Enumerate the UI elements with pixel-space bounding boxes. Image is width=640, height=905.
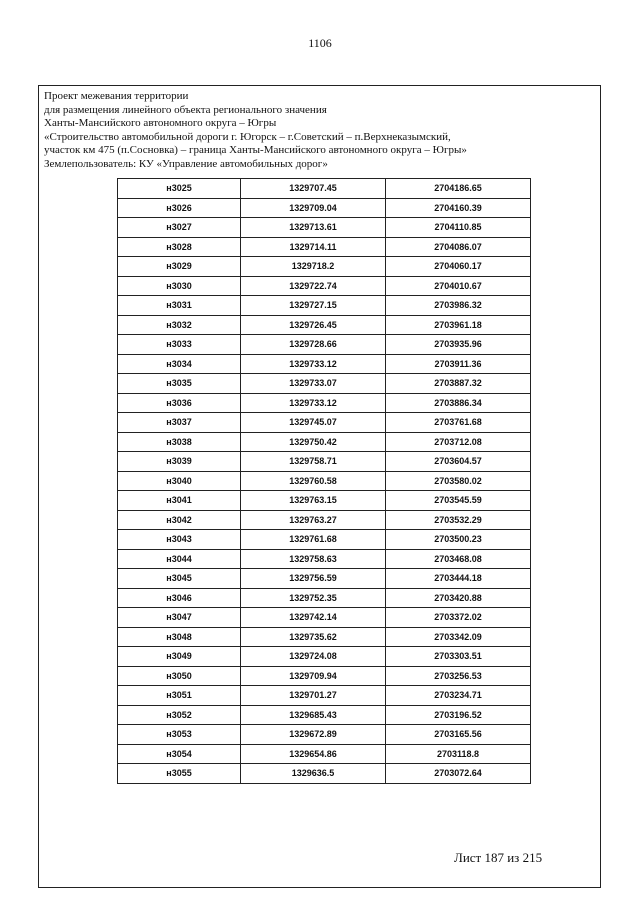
y-coordinate-cell: 2703444.18 (386, 569, 531, 589)
x-coordinate-cell: 1329726.45 (241, 315, 386, 335)
point-id-cell: н3034 (118, 354, 241, 374)
point-id-cell: н3030 (118, 276, 241, 296)
y-coordinate-cell: 2703500.23 (386, 530, 531, 550)
y-coordinate-cell: 2703887.32 (386, 374, 531, 394)
y-coordinate-cell: 2703420.88 (386, 588, 531, 608)
x-coordinate-cell: 1329733.12 (241, 393, 386, 413)
y-coordinate-cell: 2703545.59 (386, 491, 531, 511)
point-id-cell: н3046 (118, 588, 241, 608)
x-coordinate-cell: 1329714.11 (241, 237, 386, 257)
table-row (118, 744, 531, 764)
point-id-cell: н3027 (118, 218, 241, 238)
table-row (118, 764, 531, 784)
x-coordinate-cell: 1329707.45 (241, 179, 386, 199)
header-line: для размещения линейного объекта регионального значения (44, 103, 327, 116)
point-id-cell: н3053 (118, 725, 241, 745)
point-id-cell: н3033 (118, 335, 241, 355)
sheet-counter: Лист 187 из 215 (454, 850, 543, 865)
table-row (118, 569, 531, 589)
y-coordinate-cell: 2703196.52 (386, 705, 531, 725)
x-coordinate-cell: 1329763.15 (241, 491, 386, 511)
table-row (118, 198, 531, 218)
x-coordinate-cell: 1329763.27 (241, 510, 386, 530)
point-id-cell: н3052 (118, 705, 241, 725)
header-line: «Строительство автомобильной дороги г. Югорск – г.Советский – п.Верхнеказымский, (44, 130, 451, 143)
x-coordinate-cell: 1329728.66 (241, 335, 386, 355)
page-number: 1106 (308, 36, 332, 50)
x-coordinate-cell: 1329709.94 (241, 666, 386, 686)
x-coordinate-cell: 1329685.43 (241, 705, 386, 725)
x-coordinate-cell: 1329760.58 (241, 471, 386, 491)
point-id-cell: н3038 (118, 432, 241, 452)
point-id-cell: н3036 (118, 393, 241, 413)
x-coordinate-cell: 1329745.07 (241, 413, 386, 433)
y-coordinate-cell: 2703935.96 (386, 335, 531, 355)
y-coordinate-cell: 2703072.64 (386, 764, 531, 784)
table-row (118, 276, 531, 296)
table-row (118, 452, 531, 472)
y-coordinate-cell: 2703468.08 (386, 549, 531, 569)
y-coordinate-cell: 2703986.32 (386, 296, 531, 316)
y-coordinate-cell: 2704160.39 (386, 198, 531, 218)
y-coordinate-cell: 2704010.67 (386, 276, 531, 296)
table-row (118, 647, 531, 667)
point-id-cell: н3054 (118, 744, 241, 764)
x-coordinate-cell: 1329636.5 (241, 764, 386, 784)
point-id-cell: н3029 (118, 257, 241, 277)
table-row (118, 549, 531, 569)
point-id-cell: н3049 (118, 647, 241, 667)
point-id-cell: н3035 (118, 374, 241, 394)
table-row (118, 335, 531, 355)
x-coordinate-cell: 1329722.74 (241, 276, 386, 296)
x-coordinate-cell: 1329761.68 (241, 530, 386, 550)
table-row (118, 257, 531, 277)
x-coordinate-cell: 1329709.04 (241, 198, 386, 218)
x-coordinate-cell: 1329672.89 (241, 725, 386, 745)
point-id-cell: н3025 (118, 179, 241, 199)
point-id-cell: н3044 (118, 549, 241, 569)
y-coordinate-cell: 2704186.65 (386, 179, 531, 199)
y-coordinate-cell: 2703580.02 (386, 471, 531, 491)
table-row (118, 491, 531, 511)
x-coordinate-cell: 1329654.86 (241, 744, 386, 764)
y-coordinate-cell: 2703234.71 (386, 686, 531, 706)
y-coordinate-cell: 2704110.85 (386, 218, 531, 238)
x-coordinate-cell: 1329758.71 (241, 452, 386, 472)
y-coordinate-cell: 2703886.34 (386, 393, 531, 413)
point-id-cell: н3028 (118, 237, 241, 257)
y-coordinate-cell: 2703256.53 (386, 666, 531, 686)
table-row (118, 666, 531, 686)
x-coordinate-cell: 1329752.35 (241, 588, 386, 608)
x-coordinate-cell: 1329727.15 (241, 296, 386, 316)
y-coordinate-cell: 2703761.68 (386, 413, 531, 433)
point-id-cell: н3037 (118, 413, 241, 433)
point-id-cell: н3041 (118, 491, 241, 511)
table-row (118, 588, 531, 608)
table-row (118, 393, 531, 413)
x-coordinate-cell: 1329701.27 (241, 686, 386, 706)
point-id-cell: н3040 (118, 471, 241, 491)
table-row (118, 218, 531, 238)
x-coordinate-cell: 1329713.61 (241, 218, 386, 238)
document-header (44, 90, 584, 172)
x-coordinate-cell: 1329733.12 (241, 354, 386, 374)
y-coordinate-cell: 2703118.8 (386, 744, 531, 764)
y-coordinate-cell: 2703372.02 (386, 608, 531, 628)
point-id-cell: н3031 (118, 296, 241, 316)
header-line: Землепользователь: КУ «Управление автомобильных дорог» (44, 157, 328, 170)
y-coordinate-cell: 2703911.36 (386, 354, 531, 374)
table-row (118, 510, 531, 530)
point-id-cell: н3043 (118, 530, 241, 550)
table-row (118, 354, 531, 374)
y-coordinate-cell: 2704086.07 (386, 237, 531, 257)
header-line: участок км 475 (п.Сосновка) – граница Ханты-Мансийского автономного округа – Югры» (44, 144, 467, 157)
point-id-cell: н3055 (118, 764, 241, 784)
point-id-cell: н3048 (118, 627, 241, 647)
header-line: Проект межевания территории (44, 90, 189, 102)
table-row (118, 296, 531, 316)
table-row (118, 374, 531, 394)
x-coordinate-cell: 1329733.07 (241, 374, 386, 394)
y-coordinate-cell: 2703165.56 (386, 725, 531, 745)
point-id-cell: н3039 (118, 452, 241, 472)
y-coordinate-cell: 2703303.51 (386, 647, 531, 667)
point-id-cell: н3045 (118, 569, 241, 589)
y-coordinate-cell: 2703712.08 (386, 432, 531, 452)
y-coordinate-cell: 2703961.18 (386, 315, 531, 335)
y-coordinate-cell: 2703532.29 (386, 510, 531, 530)
table-row (118, 413, 531, 433)
x-coordinate-cell: 1329756.59 (241, 569, 386, 589)
point-id-cell: н3050 (118, 666, 241, 686)
coordinates-table (117, 178, 531, 784)
table-row (118, 725, 531, 745)
x-coordinate-cell: 1329750.42 (241, 432, 386, 452)
header-line: Ханты-Мансийского автономного округа – Югры (44, 117, 277, 130)
table-row (118, 432, 531, 452)
point-id-cell: н3051 (118, 686, 241, 706)
table-row (118, 627, 531, 647)
point-id-cell: н3026 (118, 198, 241, 218)
point-id-cell: н3032 (118, 315, 241, 335)
table-row (118, 237, 531, 257)
x-coordinate-cell: 1329718.2 (241, 257, 386, 277)
x-coordinate-cell: 1329724.08 (241, 647, 386, 667)
x-coordinate-cell: 1329742.14 (241, 608, 386, 628)
point-id-cell: н3047 (118, 608, 241, 628)
table-row (118, 608, 531, 628)
table-row (118, 705, 531, 725)
y-coordinate-cell: 2703604.57 (386, 452, 531, 472)
x-coordinate-cell: 1329735.62 (241, 627, 386, 647)
x-coordinate-cell: 1329758.63 (241, 549, 386, 569)
point-id-cell: н3042 (118, 510, 241, 530)
y-coordinate-cell: 2704060.17 (386, 257, 531, 277)
table-row (118, 530, 531, 550)
table-row (118, 315, 531, 335)
table-row (118, 471, 531, 491)
table-row (118, 179, 531, 199)
y-coordinate-cell: 2703342.09 (386, 627, 531, 647)
table-row (118, 686, 531, 706)
